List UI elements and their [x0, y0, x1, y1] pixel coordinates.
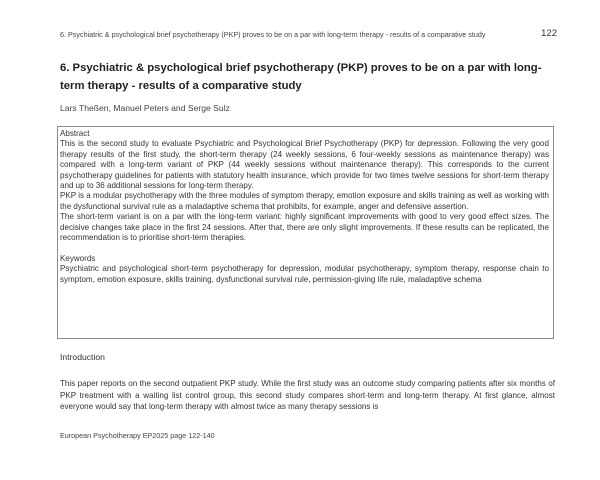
introduction-body	[60, 378, 555, 418]
abstract-heading: Abstract	[60, 129, 90, 138]
introduction-paragraph: This paper reports on the second outpatient PKP study. While the first study was an outcome study comparing patients after six months of PKP treatment with a waiting list control group, this second study compares short-term and long-term therapy. At first glance, almost everyone would say that long-term therapy with almost twice as many therapy sessions is	[60, 379, 555, 411]
footer-citation: European Psychotherapy EP2025 page 122-140	[60, 431, 215, 440]
abstract-paragraph: The short-term variant is on a par with the long-term variant: highly significant improvements with good to very good effect sizes. The decisive changes take place in the first 24 sessions. After that, there are only slight improvements. If these results can be replicated, the recommendation is to prioritise short-term therapies.	[60, 212, 549, 243]
running-head-title: 6. Psychiatric & psychological brief psychotherapy (PKP) proves to be on a par with long-term therapy - results of a comparative study	[60, 30, 486, 39]
section-spacer	[60, 243, 549, 253]
page-number: 122	[541, 28, 557, 39]
article-authors: Lars Theßen, Manuel Peters and Serge Sulz	[60, 103, 230, 113]
abstract-paragraph: PKP is a modular psychotherapy with the three modules of symptom therapy, emotion exposure and skills training as well as working with the dysfunctional survival rule as a maladaptive schema that prohibits, for example, anger and defensive assertion.	[60, 191, 549, 211]
keywords-text: Psychiatric and psychological short-term psychotherapy for depression, modular psychotherapy, symptom therapy, response chain to symptom, emotion exposure, skills training, dysfunctional survival rule, permission-giving life rule, maladaptive schema	[60, 264, 549, 284]
article-title: 6. Psychiatric & psychological brief psychotherapy (PKP) proves to be on a par with long-term therapy - results of a comparative study	[60, 62, 542, 92]
keywords-heading: Keywords	[60, 253, 96, 263]
introduction-heading: Introduction	[60, 352, 105, 362]
abstract-box	[57, 126, 554, 339]
abstract-paragraph: This is the second study to evaluate Psychiatric and Psychological Brief Psychotherapy (PKP) for depression. Following the very good therapy results of the first study, the short-term therapy (24 weekly sessions, 6 four-weekly sessions as maintenance therapy) was compared with a long-term variant of PKP (44 weekly sessions without maintenance therapy). This corresponds to the current psychotherapy guidelines for patients with statutory health insurance, which provide for two times twelve sessions for short-term therapy and up to 36 additional sessions for long-term therapy.	[60, 139, 549, 191]
